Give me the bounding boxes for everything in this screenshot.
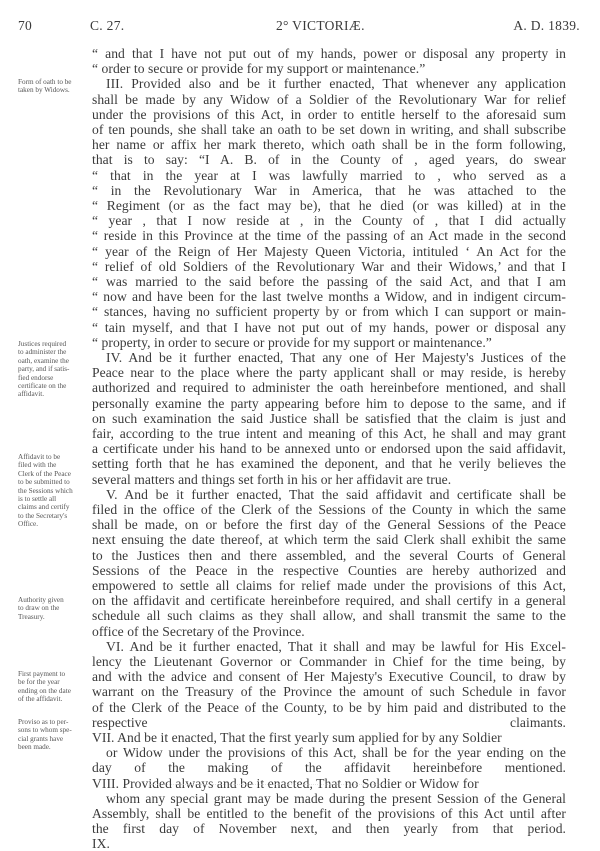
body-line: VII. And be it enacted, That the first yearly sum applied for by any Soldier bbox=[92, 730, 502, 745]
page-edge-specks bbox=[150, 784, 390, 787]
body-line: schedule all such claims as they shall allow, and shall transmit the same to the bbox=[92, 608, 566, 624]
margin-note-line: claims and certify bbox=[18, 503, 70, 512]
body-line: day of the making of the affidavit hereinbefore mentioned. bbox=[92, 760, 566, 776]
regnal-year: 2° VICTORIÆ. bbox=[276, 18, 365, 33]
margin-note-line: certificate on the bbox=[18, 382, 67, 391]
body-line: “ tain myself, and that I have not put out of my hands, power or disposal any bbox=[92, 319, 566, 335]
margin-note-line: filed with the bbox=[18, 461, 57, 470]
body-line: several matters and things set forth in his or her affidavit are true. bbox=[92, 471, 452, 487]
body-line: IV. And be it further enacted, That any one of Her Majesty's Justices of the bbox=[106, 350, 566, 365]
chapter-number: C. 27. bbox=[90, 18, 125, 33]
margin-note bbox=[18, 340, 92, 399]
margin-note bbox=[18, 78, 92, 95]
body-line: filed in the office of the Clerk of the Sessions of the County in which the same bbox=[92, 502, 566, 517]
body-line: on the affidavit and certificate hereinbefore required, and shall certify in a general bbox=[92, 593, 566, 609]
body-line: “ in the Revolutionary War in America, that he was attached to the bbox=[92, 182, 566, 198]
margin-note-line: Authority given bbox=[18, 596, 64, 604]
body-line: “ relief of old Soldiers of the Revolutionary War and their Widows,’ and that I bbox=[92, 258, 566, 274]
margin-note-line: Form of oath to be bbox=[18, 78, 72, 86]
margin-note-line: be for the year bbox=[18, 678, 60, 687]
body-line: “ reside in this Province at the time of the passing of an Act made in the second bbox=[92, 228, 566, 244]
margin-note bbox=[18, 718, 92, 752]
margin-note-line: affidavit. bbox=[18, 390, 45, 399]
margin-note bbox=[18, 596, 92, 621]
margin-note-line: the Sessions which bbox=[18, 486, 73, 495]
body-line: “ Regiment (or as the fact may be), that he died (or was killed) at in the bbox=[92, 198, 566, 213]
body-line: “ that in the year at I was lawfully married to , who served as a bbox=[92, 167, 566, 183]
margin-note-line: of the affidavit. bbox=[18, 695, 63, 704]
margin-note-line: to be submitted to bbox=[18, 478, 70, 487]
body-line: III. Provided also and be it further enacted, That whenever any application bbox=[106, 76, 566, 92]
body-line: IX. bbox=[92, 836, 110, 851]
margin-note-line: taken by Widows. bbox=[18, 86, 70, 95]
body-line: next ensuing the date thereof, at which term the said Clerk shall exhibit the same bbox=[92, 532, 566, 548]
body-line: a certificate under his hand to be annexed unto or endorsed upon the said affidavit, bbox=[92, 441, 566, 457]
margin-note-line: First payment to bbox=[18, 670, 66, 678]
body-line: Assembly, shall be entitled to the benefit of the provisions of this Act until after bbox=[92, 806, 566, 821]
body-line: her name or affix her mark thereto, which oath shall be in the form following, bbox=[92, 137, 566, 153]
body-line: respective claimants. bbox=[92, 714, 566, 730]
body-line: on such examination the said Justice shall be satisfied that the claim is just and bbox=[92, 410, 566, 426]
page-number: 70 bbox=[18, 18, 33, 33]
calendar-year: A. D. 1839. bbox=[513, 18, 580, 33]
margin-note-line: been made. bbox=[18, 743, 51, 752]
body-line: shall be made by any Widow of a Soldier of the Revolutionary War for relief bbox=[92, 91, 566, 107]
body-line: “ was married to the said before the passing of the said Act, and that I am bbox=[92, 274, 566, 289]
body-line: whom any special grant may be made during the present Session of the General bbox=[106, 790, 566, 806]
body-line: warrant on the Treasury of the Province the amount of such Schedule in favor bbox=[92, 684, 566, 700]
body-line: “ year of the Reign of Her Majesty Queen Victoria, intituled ‘ An Act for the bbox=[92, 243, 566, 259]
margin-note-line: Treasury. bbox=[18, 612, 45, 621]
running-header bbox=[18, 18, 580, 36]
body-line: personally examine the party appearing before him to depose to the same, and if bbox=[92, 395, 566, 411]
body-line: fair, according to the true intent and meaning of this Act, he shall and may grant bbox=[92, 426, 566, 441]
margin-note-line: fied endorse bbox=[18, 373, 54, 382]
margin-note-line: ending on the date bbox=[18, 686, 71, 695]
body-line: VIII. Provided always and be it enacted, That no Soldier or Widow for bbox=[92, 775, 479, 791]
body-line: of ten pounds, she shall take an oath to be set down in writing, and shall subscribe bbox=[92, 122, 566, 137]
margin-note-line: to administer the bbox=[18, 348, 67, 357]
margin-note-line: Affidavit to be bbox=[18, 453, 61, 461]
margin-note-line: oath, examine the bbox=[18, 356, 69, 365]
margin-note-line: party, and if satis- bbox=[18, 365, 70, 374]
body-line: VI. And be it further enacted, That it shall and may be lawful for His Excel- bbox=[106, 638, 566, 654]
body-line: the first day of November next, and then yearly from that period. bbox=[92, 821, 566, 837]
margin-note bbox=[18, 670, 92, 704]
margin-note-line: Clerk of the Peace bbox=[18, 469, 71, 478]
margin-note-line: cial grants have bbox=[18, 734, 64, 743]
body-line: “ order to secure or provide for my support or maintenance.” bbox=[92, 61, 426, 77]
body-line: V. And be it further enacted, That the said affidavit and certificate shall be bbox=[106, 486, 566, 502]
body-line: “ now and have been for the last twelve months a Widow, and in indigent circum- bbox=[92, 289, 566, 305]
body-line: “ and that I have not put out of my hands, power or disposal any property in bbox=[92, 46, 566, 61]
body-line: setting forth that he has examined the deponent, and that he verily believes the bbox=[92, 456, 566, 472]
body-line: or Widow under the provisions of this Act, shall be for the year ending on the bbox=[106, 745, 566, 761]
body-line: “ stances, having no sufficient property by or from which I can support or main- bbox=[92, 304, 566, 320]
body-line: lency the Lieutenant Governor or Commander in Chief for the time being, by bbox=[92, 654, 566, 669]
margin-note-line: to the Secretary's bbox=[18, 511, 68, 520]
margin-note-line: Proviso as to per- bbox=[18, 718, 69, 726]
body-line: under the provisions of this Act, in order to entitle herself to the aforesaid sum bbox=[92, 106, 566, 122]
body-line: that is to say: “I A. B. of in the County of , aged years, do swear bbox=[92, 152, 566, 168]
body-line: of the Clerk of the Peace of the County, to be by him paid and distributed to the bbox=[92, 699, 566, 715]
body-line: authorized and required to administer the oath hereinbefore mentioned, and shall bbox=[92, 380, 566, 396]
body-line: office of the Secretary of the Province. bbox=[92, 623, 305, 639]
body-line: Sessions of the Peace in the respective Counties are hereby authorized and bbox=[92, 562, 566, 578]
margin-note-line: to draw on the bbox=[18, 604, 60, 613]
margin-note-line: Justices required bbox=[18, 340, 67, 348]
body-line: “ year , that I now reside at , in the County of , that I did actually bbox=[92, 213, 566, 229]
margin-note-line: sons to whom spe- bbox=[18, 726, 72, 735]
body-line: to the Justices then and there assembled, and the several Courts of General bbox=[92, 547, 566, 563]
body-line: empowered to settle all claims for relief made under the provisions of this Act, bbox=[92, 578, 566, 593]
margin-note bbox=[18, 453, 92, 529]
body-line: Peace near to the place where the party applicant shall or may reside, is hereby bbox=[92, 365, 566, 381]
body-line: and with the advice and consent of Her Majesty's Executive Council, to draw by bbox=[92, 669, 566, 685]
margin-note-line: is to settle all bbox=[18, 495, 57, 504]
body-line: shall be made, on or before the first day of the General Sessions of the Peace bbox=[92, 517, 566, 533]
body-line: “ property, in order to secure or provide for my support or maintenance.” bbox=[92, 334, 492, 350]
margin-note-line: Office. bbox=[18, 520, 39, 529]
